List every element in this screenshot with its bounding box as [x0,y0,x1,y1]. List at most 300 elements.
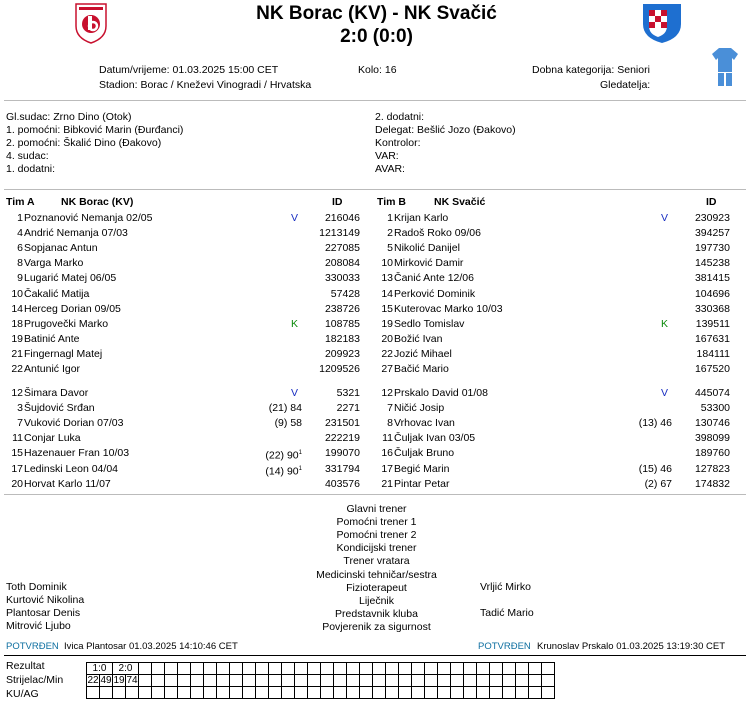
result-cell [217,675,230,687]
player-number: 21 [381,477,393,490]
result-cell [87,687,100,699]
player-number: 5 [387,242,393,255]
player-mark: V [661,387,669,399]
result-cell [386,675,399,687]
staff-name: Tadić Mario [480,607,534,620]
result-cell [230,663,243,675]
result-cell [152,663,165,675]
player-number: 19 [11,332,23,345]
player-row [370,302,730,316]
result-cell [360,675,373,687]
staff-name: Mitrović Ljubo [6,620,71,633]
result-cell [490,663,503,675]
result-cell [451,687,464,699]
result-cell [529,687,542,699]
player-row [370,287,730,301]
result-cell [542,687,555,699]
result-cell [217,687,230,699]
player-number: 3 [17,402,23,415]
player-row [370,211,730,225]
player-row [370,477,730,491]
substitution-minute: (15) 46 [638,462,672,475]
player-number: 19 [381,317,393,330]
player-name: Čakalić Matija [24,287,90,300]
player-row [370,401,730,415]
player-number: 14 [381,287,393,300]
result-cell [438,663,451,675]
player-number: 1 [387,212,393,224]
result-cell [438,675,451,687]
player-id: 53300 [700,402,730,415]
result-cell [464,687,477,699]
result-cell [165,663,178,675]
player-id: 331794 [324,462,360,475]
player-number: 2 [387,227,393,240]
match-datetime: Datum/vrijeme: 01.03.2025 15:00 CET [99,64,279,76]
staff-role: Trener vratara [343,555,410,568]
player-row [0,271,360,285]
player-number: 22 [381,347,393,360]
player-row [0,386,360,400]
player-id: 184111 [696,347,730,360]
player-row [0,287,360,301]
player-number: 8 [387,417,393,430]
result-row [87,675,555,687]
player-name: Božić Ivan [394,332,443,345]
result-cell [308,687,321,699]
player-id: 330033 [324,272,360,285]
player-row [370,332,730,346]
player-row [0,211,360,225]
result-cell [399,675,412,687]
player-name: Šimara Davor [24,387,89,399]
player-id: 199070 [324,447,360,460]
result-cell [542,663,555,675]
confirm-right-label: POTVRĐEN [478,641,531,652]
team-a-name: NK Borac (KV) [61,196,134,208]
player-row [370,462,730,476]
result-cell [386,663,399,675]
result-cell [191,675,204,687]
official-line: VAR: [375,150,399,162]
staff-name: Toth Dominik [6,581,67,593]
player-number: 11 [382,432,393,445]
player-row [0,256,360,270]
match-round: Kolo: 16 [358,64,397,76]
result-cell [490,675,503,687]
result-cell [139,675,152,687]
player-id: 231501 [324,417,360,430]
team-b-label: Tim B [377,196,406,208]
confirm-left-text: Ivica Plantosar 01.03.2025 14:10:46 CET [64,641,238,652]
player-number: 4 [17,227,23,240]
player-name: Prskalo David 01/08 [394,387,488,399]
player-number: 22 [11,363,23,375]
staff-role: Liječnik [358,594,395,607]
result-cell [451,663,464,675]
player-id: 394257 [694,227,730,240]
player-number: 6 [17,242,23,255]
player-id: 398099 [694,432,730,445]
player-number: 9 [17,272,23,285]
player-row [0,332,360,346]
result-cell [373,675,386,687]
player-name: Radoš Roko 09/06 [394,227,481,240]
player-name: Andrić Nemanja 07/03 [24,227,128,240]
result-cell [321,663,334,675]
player-id: 227085 [324,242,360,255]
result-cell: 1:0 [87,663,113,675]
player-id: 174832 [694,477,730,490]
staff-role: Pomoćni trener 1 [336,516,417,529]
player-name: Sedlo Tomislav [394,317,465,330]
player-row [370,226,730,240]
player-number: 15 [381,302,393,315]
result-table [86,662,555,699]
player-mark: V [291,387,299,399]
substitution-minute: (2) 67 [644,477,672,490]
substitution-minute: (21) 84 [268,402,302,415]
staff-role: Predstavnik kluba [335,607,418,620]
player-row [0,241,360,255]
match-score: 2:0 (0:0) [340,26,413,47]
player-number: 1 [17,212,23,224]
player-name: Mirković Damir [394,257,464,270]
official-line: 2. dodatni: [375,111,425,123]
player-name: Prugovečki Marko [24,317,109,330]
player-name: Nikolić Danijel [394,242,460,255]
result-cell [477,663,490,675]
player-id: 330368 [694,302,730,315]
player-name: Sopjanac Antun [24,242,98,255]
result-cell [516,663,529,675]
result-label: Rezultat [6,660,45,672]
result-cell [178,663,191,675]
team-a-id-header: ID [332,196,343,208]
result-cell [412,663,425,675]
result-cell [347,675,360,687]
player-number: 8 [17,257,23,270]
player-name: Conjar Luka [24,432,81,445]
result-cell [100,687,113,699]
official-line: 1. pomoćni: Bibković Marin (Đurđanci) [6,124,184,136]
player-id: 57428 [330,287,360,300]
official-line: Kontrolor: [375,137,421,149]
result-cell: 19 [113,675,125,686]
player-name: Herceg Dorian 09/05 [24,302,121,315]
player-id: 230923 [694,212,730,224]
player-id: 167520 [694,363,730,375]
result-cell [451,675,464,687]
player-number: 18 [11,317,23,330]
result-cell [477,687,490,699]
player-id: 130746 [694,417,730,430]
player-name: Čuljak Bruno [394,447,455,460]
player-number: 14 [11,302,23,315]
result-cell [321,687,334,699]
player-id: 182183 [324,332,360,345]
team-b-id-header: ID [706,196,717,208]
player-id: 208084 [324,257,360,270]
result-cell [230,687,243,699]
result-cell [321,675,334,687]
result-cell [308,675,321,687]
result-cell [373,687,386,699]
player-id: 139511 [695,317,730,330]
substitution-minute: (22) $90^1$ [265,449,302,462]
player-row [0,302,360,316]
result-cell [295,687,308,699]
scorer-label: Strijelac/Min [6,674,64,686]
result-cell [139,687,152,699]
result-row [87,663,555,675]
player-number: 17 [11,462,23,475]
player-id: 445074 [694,387,730,399]
player-mark: V [661,212,669,224]
substitution-minute: (13) 46 [638,417,672,430]
substitution-note: 1 [298,465,302,472]
player-name: Antunić Igor [24,363,81,375]
result-cell [464,675,477,687]
result-cell [282,675,295,687]
jersey-icon [711,46,739,88]
player-row [370,241,730,255]
result-cell [516,675,529,687]
result-cell [438,687,451,699]
player-name: Horvat Karlo 11/07 [24,477,111,490]
result-cell [529,663,542,675]
result-cell [243,687,256,699]
player-row [0,226,360,240]
player-row [370,386,730,400]
player-name: Pintar Petar [394,477,450,490]
player-id: 403576 [324,477,360,490]
player-number: 12 [381,387,393,399]
player-name: Begić Marin [394,462,450,475]
player-number: 10 [381,257,393,270]
result-cell [204,663,217,675]
player-id: 167631 [694,332,730,345]
player-id: 108785 [324,317,360,330]
player-id: 238726 [324,302,360,315]
player-row [0,462,360,476]
result-cell [282,687,295,699]
substitution-minute: (9) 58 [274,417,302,430]
player-id: 2271 [336,402,360,415]
player-number: 20 [11,477,23,490]
player-number: 17 [381,462,393,475]
result-cell [373,663,386,675]
staff-name: Kurtović Nikolina [6,594,85,607]
result-cell [347,663,360,675]
result-cell [412,675,425,687]
result-cell [126,687,139,699]
result-cell [516,687,529,699]
result-cell [412,687,425,699]
player-id: 216046 [324,212,360,224]
result-cell [360,687,373,699]
result-cell [425,663,438,675]
player-name: Šujdović Srđan [24,402,95,415]
player-id: 209923 [324,347,360,360]
player-row [370,347,730,361]
result-cell [191,687,204,699]
result-cell [178,675,191,687]
player-name: Perković Dominik [394,287,476,300]
result-cell [178,687,191,699]
official-line: 4. sudac: [6,150,49,162]
player-row [370,362,730,376]
staff-role: Pomoćni trener 2 [336,529,417,542]
result-cell [503,663,516,675]
staff-name: Plantosar Denis [6,607,81,620]
player-id: 381415 [694,272,730,285]
staff-role: Kondicijski trener [336,542,417,555]
result-cell [269,675,282,687]
player-number: 20 [381,332,393,345]
substitution-note: 1 [298,450,302,457]
substitution-minute: (14) $90^1$ [265,465,302,477]
player-name: Batinić Ante [24,332,80,345]
official-line: Delegat: Bešlić Jozo (Đakovo) [375,124,516,136]
result-cell [243,675,256,687]
cards-label: KU/AG [6,688,39,700]
player-row [0,477,360,491]
age-category: Dobna kategorija: Seniori [532,64,650,76]
result-cell [399,663,412,675]
result-cell [204,687,217,699]
result-cell [230,675,243,687]
result-cell [308,663,321,675]
result-cell [503,675,516,687]
staff-name: Vrljić Mirko [480,581,531,593]
result-cell [269,687,282,699]
player-mark: K [661,317,669,330]
player-row [370,446,730,460]
result-cell [152,687,165,699]
result-cell [360,663,373,675]
result-cell [347,687,360,699]
official-line: 1. dodatni: [6,163,56,175]
result-cell [386,687,399,699]
team-b-name: NK Svačić [434,196,486,208]
result-cell [217,663,230,675]
player-name: Varga Marko [24,257,84,270]
result-cell [464,663,477,675]
player-name: Lugarić Matej 06/05 [24,272,117,285]
player-number: 11 [12,432,23,445]
player-row [0,317,360,331]
result-cell [334,687,347,699]
player-row [370,256,730,270]
result-cell [477,675,490,687]
player-id: 189760 [694,447,730,460]
result-cell: 74 [126,675,138,686]
result-cell [282,663,295,675]
player-number: 16 [381,447,393,460]
player-name: Jozić Mihael [394,347,452,360]
result-cell [165,675,178,687]
player-id: 1213149 [319,227,360,240]
official-line: AVAR: [375,163,405,175]
result-cell [295,675,308,687]
player-number: 7 [387,402,393,415]
stadium: Stadion: Borac / Kneževi Vinogradi / Hrvatska [99,79,312,91]
result-cell [399,687,412,699]
result-cell [165,687,178,699]
player-number: 7 [17,417,23,430]
player-name: Ničić Josip [394,402,445,415]
result-cell [295,663,308,675]
staff-role: Medicinski tehničar/sestra [316,568,437,581]
match-title: NK Borac (KV) - NK Svačić [256,3,497,24]
player-row [370,431,730,445]
player-row [370,317,730,331]
staff-role: Fizioterapeut [346,581,407,594]
player-id: 197730 [694,242,730,255]
player-id: 5321 [336,387,360,399]
player-row [370,271,730,285]
player-number: 27 [381,363,393,375]
player-id: 1209526 [319,363,360,375]
player-name: Bačić Mario [394,363,449,375]
player-name: Kuterovac Marko 10/03 [394,302,503,315]
player-number: 12 [11,387,23,399]
player-row [0,362,360,376]
player-row [0,431,360,445]
result-cell [256,675,269,687]
result-cell [425,687,438,699]
player-number: 21 [11,347,23,360]
result-cell [490,687,503,699]
player-id: 222219 [324,432,360,445]
player-name: Poznanović Nemanja 02/05 [24,212,153,224]
player-name: Čanić Ante 12/06 [394,272,474,285]
result-cell [256,687,269,699]
player-row [0,347,360,361]
official-line: Gl.sudac: Zrno Dino (Otok) [6,111,132,123]
result-cell [204,675,217,687]
result-cell [191,663,204,675]
player-number: 13 [381,272,393,285]
result-cell [334,675,347,687]
player-name: Ledinski Leon 04/04 [24,462,118,475]
team-a-label: Tim A [6,196,35,208]
player-row [370,416,730,430]
player-name: Vrhovac Ivan [394,417,455,430]
result-cell [256,663,269,675]
result-cell [542,675,555,687]
result-cell: 2:0 [113,663,139,675]
player-id: 104696 [694,287,730,300]
player-id: 145238 [694,257,730,270]
player-mark: V [291,212,299,224]
result-cell: 22 [87,675,99,686]
player-name: Hazenauer Fran 10/03 [24,447,130,460]
player-row [0,446,360,460]
result-row [87,687,555,699]
player-name: Krijan Karlo [394,212,449,224]
result-cell: 49 [100,675,112,686]
confirm-right-text: Krunoslav Prskalo 01.03.2025 13:19:30 CET [537,641,726,652]
result-cell [334,663,347,675]
player-id: 127823 [694,462,730,475]
staff-role: Povjerenik za sigurnost [322,620,431,633]
player-name: Čuljak Ivan 03/05 [394,432,476,445]
result-cell [139,663,152,675]
result-cell [529,675,542,687]
attendance: Gledatelja: [600,79,651,91]
